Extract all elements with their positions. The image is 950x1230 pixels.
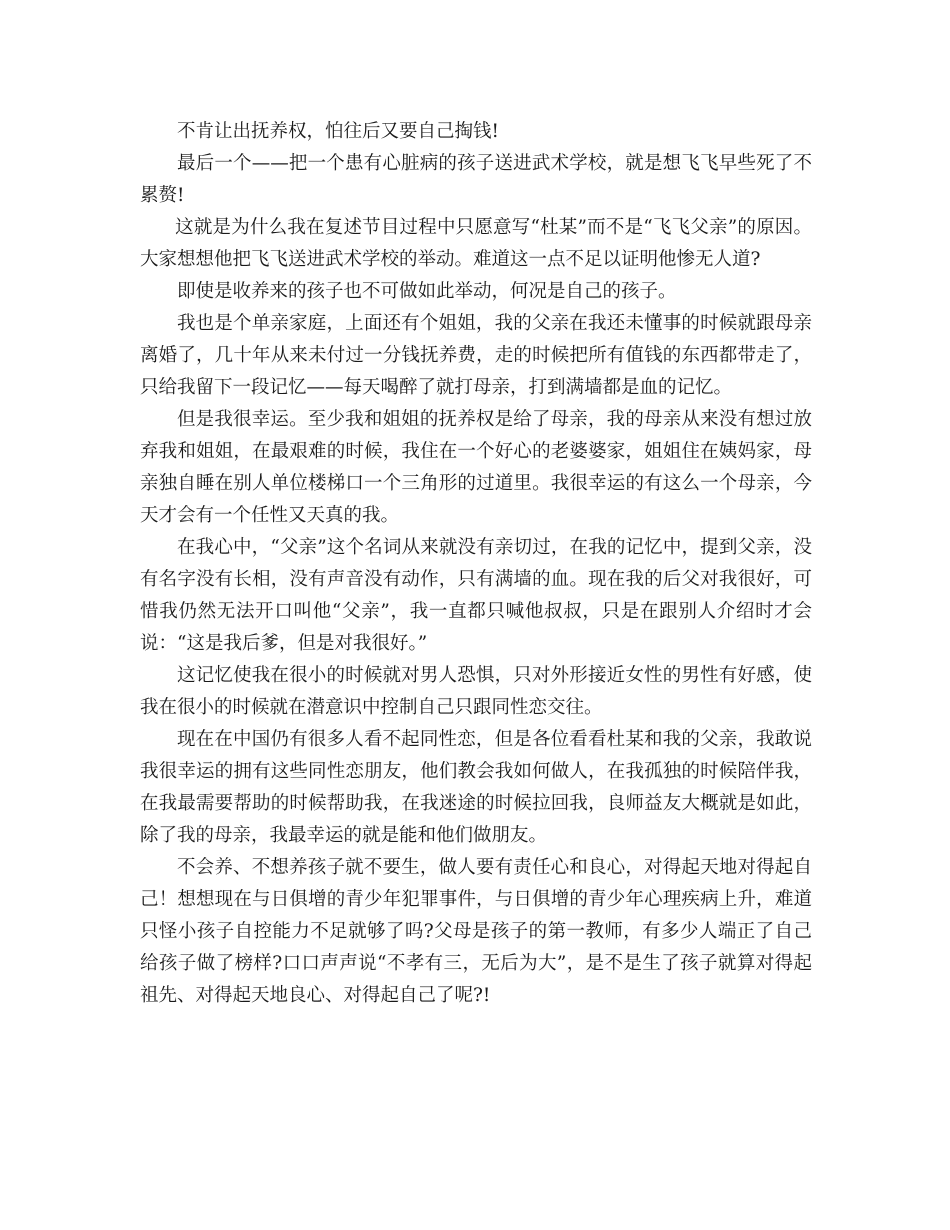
paragraph-9: 现在在中国仍有很多人看不起同性恋，但是各位看看杜某和我的父亲，我敢说我很幸运的拥有这些同性恋朋友，他们教会我如何做人，在我孤独的时候陪伴我，在我最需要帮助的时候帮助我，在我迷途的时候拉回我，良师益友大概就是如此，除了我的母亲，我最幸运的就是能和他们做朋友。 bbox=[140, 729, 812, 846]
document-body bbox=[140, 116, 812, 1012]
paragraph-3: 这就是为什么我在复述节目过程中只愿意写“杜某”而不是“飞飞父亲”的原因。大家想想他把飞飞送进武术学校的举动。难道这一点不足以证明他惨无人道? bbox=[140, 217, 812, 270]
paragraph-1: 不肯让出抚养权，怕往后又要自己掏钱! bbox=[177, 121, 499, 142]
paragraph-8: 这记忆使我在很小的时候就对男人恐惧，只对外形接近女性的男性有好感，使我在很小的时候就在潜意识中控制自己只跟同性恋交往。 bbox=[140, 665, 812, 718]
paragraph-6: 但是我很幸运。至少我和姐姐的抚养权是给了母亲，我的母亲从来没有想过放弃我和姐姐，在最艰难的时候，我住在一个好心的老婆婆家，姐姐住在姨妈家，母亲独自睡在别人单位楼梯口一个三角形的过道里。我很幸运的有这么一个母亲，今天才会有一个任性又天真的我。 bbox=[140, 409, 812, 526]
paragraph-7: 在我心中，“父亲”这个名词从来就没有亲切过，在我的记忆中，提到父亲，没有名字没有长相，没有声音没有动作，只有满墙的血。现在我的后父对我很好，可惜我仍然无法开口叫他“父亲”，我一直都只喊他叔叔，只是在跟别人介绍时才会说：“这是我后爹，但是对我很好。” bbox=[140, 537, 812, 654]
paragraph-5: 我也是个单亲家庭，上面还有个姐姐，我的父亲在我还未懂事的时候就跟母亲离婚了，几十年从来未付过一分钱抚养费，走的时候把所有值钱的东西都带走了，只给我留下一段记忆——每天喝醉了就打母亲，打到满墙都是血的记忆。 bbox=[140, 313, 812, 398]
paragraph-10: 不会养、不想养孩子就不要生，做人要有责任心和良心，对得起天地对得起自己！想想现在与日俱增的青少年犯罪事件，与日俱增的青少年心理疾病上升，难道只怪小孩子自控能力不足就够了吗?父母是孩子的第一教师，有多少人端正了自己给孩子做了榜样?口口声声说“不孝有三，无后为大”，是不是生了孩子就算对得起祖先、对得起天地良心、对得起自己了呢?! bbox=[140, 857, 812, 1006]
paragraph-2: 最后一个——把一个患有心脏病的孩子送进武术学校，就是想飞飞早些死了不累赘! bbox=[140, 153, 812, 206]
paragraph-4: 即使是收养来的孩子也不可做如此举动，何况是自己的孩子。 bbox=[177, 281, 677, 302]
